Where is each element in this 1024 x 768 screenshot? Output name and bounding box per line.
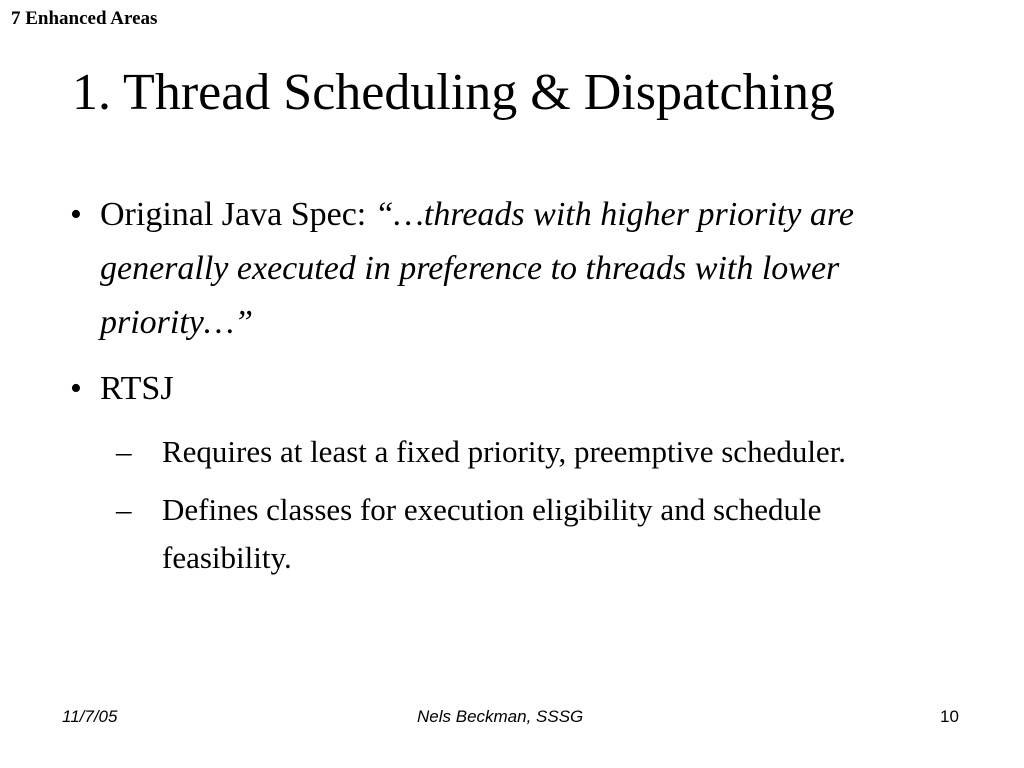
sub-bullet-item-classes — [116, 486, 942, 582]
bullet-text: Original Java Spec: — [100, 196, 375, 233]
bullet-text: RTSJ — [100, 370, 174, 407]
sub-bullet-item-scheduler — [116, 428, 942, 476]
sub-bullet-marker: – — [116, 434, 132, 469]
sub-bullet-text: Requires at least a fixed priority, preemptive scheduler. — [162, 434, 847, 469]
bullet-item-java-spec — [66, 188, 966, 350]
bullet-marker: • — [70, 370, 82, 407]
footer-page-number: 10 — [940, 707, 959, 726]
bullet-quote: “…threads with higher priority are generally executed in preference to threads with lower priority…” — [100, 196, 854, 341]
bullet-list — [66, 188, 966, 592]
sub-bullet-text: Defines classes for execution eligibility and schedule feasibility. — [162, 492, 822, 575]
footer-date: 11/7/05 — [62, 707, 118, 726]
footer-author: Nels Beckman, SSSG — [417, 707, 584, 726]
bullet-marker: • — [70, 196, 82, 233]
section-label: 7 Enhanced Areas — [11, 8, 158, 29]
sub-bullet-marker: – — [116, 492, 132, 527]
slide-title: 1. Thread Scheduling & Dispatching — [72, 64, 836, 121]
bullet-item-rtsj — [66, 362, 966, 416]
